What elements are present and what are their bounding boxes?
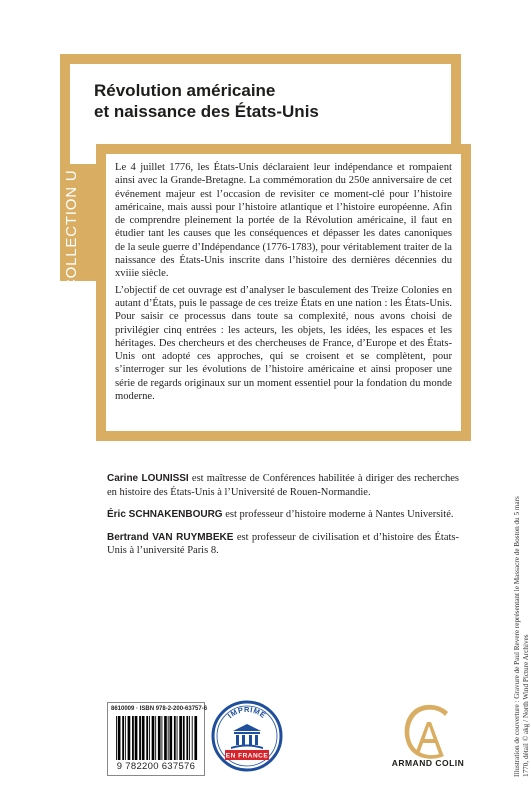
- barcode-bar: [169, 716, 172, 760]
- summary-text: [115, 161, 452, 406]
- barcode-bar: [135, 716, 138, 760]
- author-name: Bertrand VAN RUYMBEKE: [107, 531, 234, 543]
- book-title: [94, 80, 434, 122]
- summary-paragraph: L’objectif de cet ouvrage est d’analyser le basculement des Treize Colonies en autant d’États, puis le passage de ces treize États en une nation : les États-Unis. Pour saisir ce processus dans toute sa complexité, nous avons choisi de privilégier cinq entrées : les acteurs, les objets, les idées, les espaces et les héritages. Des chercheurs et des chercheuses de France, d’Europe et des États-Unis ont adopté ces approches, qui se croisent et se complètent, pour s’interroger sur les évolutions de l’histoire américaine et ainsi proposer une série de regards originaux sur un moment essentiel pour la fondation du monde moderne.: [115, 284, 452, 403]
- barcode-bar: [146, 716, 148, 760]
- barcode-bar: [158, 716, 161, 760]
- barcode-bar: [139, 716, 141, 760]
- title-line-2: et naissance des États-Unis: [94, 102, 319, 121]
- barcode-bar: [183, 716, 185, 760]
- barcode-bar: [125, 716, 126, 760]
- barcode-bar: [161, 716, 162, 760]
- isbn-barcode: [107, 702, 208, 776]
- barcode-bar: [122, 716, 124, 760]
- author-bio: [107, 472, 459, 499]
- badge-bottom-text: EN FRANCE: [225, 752, 269, 760]
- barcode-bar: [118, 716, 121, 760]
- barcode-bar: [194, 716, 197, 760]
- title-line-1: Révolution américaine: [94, 81, 276, 100]
- barcode-bars: [116, 716, 198, 760]
- author-description: est professeur de civilisation et d’histoire des États-Unis à l’université Paris 8.: [107, 531, 459, 556]
- badge-top-text: IMPRIMÉ: [225, 705, 268, 721]
- publisher-name: ARMAND COLIN: [391, 758, 465, 768]
- author-bio: [107, 508, 459, 522]
- author-bio: [107, 531, 459, 558]
- barcode-bar: [192, 716, 193, 760]
- author-bios: [107, 472, 459, 567]
- isbn-line: 8610009 · ISBN 978-2-200-63757-6: [111, 706, 208, 712]
- barcode-bar: [174, 716, 176, 760]
- barcode-bar: [116, 716, 117, 760]
- barcode-bar: [149, 716, 150, 760]
- barcode-bar: [168, 716, 169, 760]
- barcode-number: 9 782200 637576: [116, 761, 196, 772]
- barcode-bar: [179, 716, 182, 760]
- collection-text: COLLECTION U: [63, 169, 80, 290]
- barcode-bar: [186, 716, 188, 760]
- author-description: est maîtresse de Conférences habilitée à diriger des recherches en histoire des États-Unis à l’Université de Rouen-Normandie.: [107, 473, 459, 498]
- barcode-bar: [142, 716, 145, 760]
- author-name: Éric SCHNAKENBOURG: [107, 509, 223, 520]
- barcode-bar: [155, 716, 156, 760]
- barcode-bar: [132, 716, 134, 760]
- summary-paragraph: Le 4 juillet 1776, les États-Unis déclaraient leur indépendance et rompaient ainsi avec la Grande-Bretagne. La commémoration du 250e anniversaire de cet événement majeur est l’occasion de revisiter ce moment-clé pour l’histoire américaine, mais aussi pour l’histoire atlantique et l’histoire européenne. Afin de comprendre pleinement la portée de la Révolution américaine, il faut en étudier tant les causes que les conséquences et dépasser les dates canoniques de la seule guerre d’Indépendance (1776-1783), pour véritablement traiter de la naissance des États-Unis inscrite dans l’histoire des dernières décennies du xviiie siècle.: [115, 162, 452, 280]
- author-name: Carine LOUNISSI: [107, 473, 189, 484]
- barcode-bar: [164, 716, 167, 760]
- author-description: est professeur d’histoire moderne à Nantes Université.: [222, 509, 454, 520]
- barcode-bar: [177, 716, 178, 760]
- barcode-bar: [152, 716, 155, 760]
- cover-credit-text: Illustration de couverture : Gravure de Paul Revere représentant le Massacre de Boston du 5 mars 1770, détail © akg / North Wind Picture Archives: [513, 496, 531, 777]
- barcode-bar: [189, 716, 190, 760]
- imprime-en-france-badge: [211, 700, 283, 772]
- barcode-bar: [128, 716, 131, 760]
